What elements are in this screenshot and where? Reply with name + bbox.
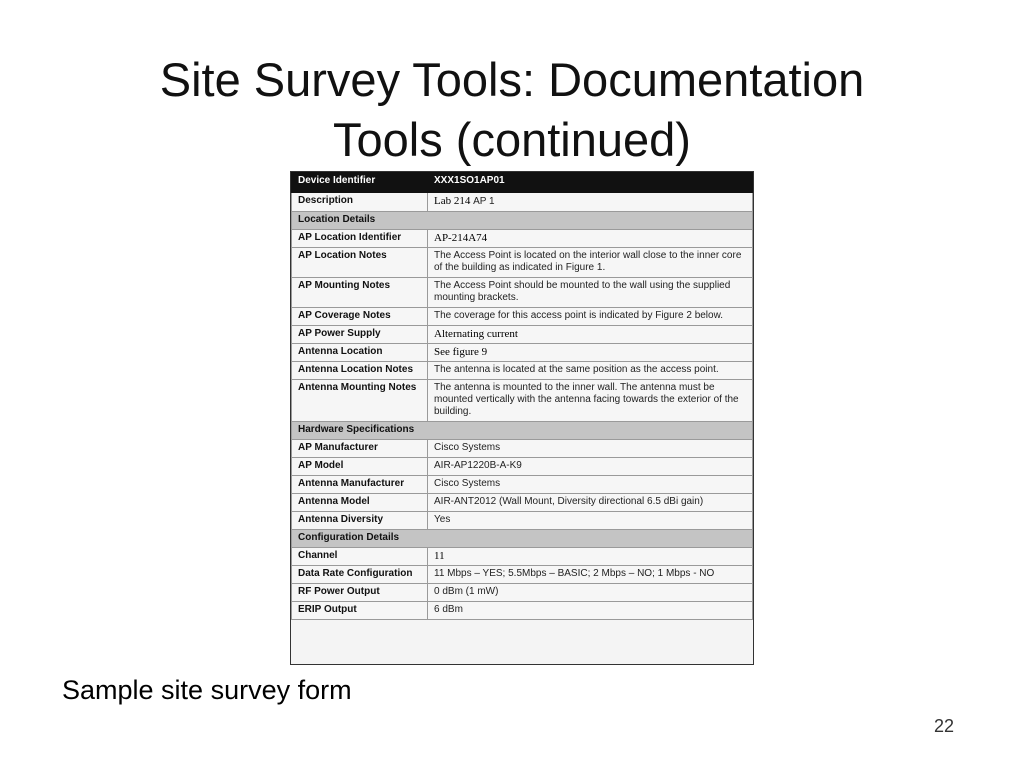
table-row (292, 326, 753, 344)
row-value: The antenna is mounted to the inner wall. The antenna must be mounted vertically with the antenna facing towards the exterior of the building. (428, 380, 753, 422)
row-value: Alternating current (428, 326, 753, 344)
row-label: Antenna Model (292, 494, 428, 512)
row-label: AP Location Identifier (292, 230, 428, 248)
description-printed: AP 1 (473, 196, 495, 207)
row-value: See figure 9 (428, 344, 753, 362)
row-label: Data Rate Configuration (292, 566, 428, 584)
row-label: AP Manufacturer (292, 440, 428, 458)
row-label: ERIP Output (292, 602, 428, 620)
table-row (292, 380, 753, 422)
table-row (292, 440, 753, 458)
table-row (292, 512, 753, 530)
table-row (292, 362, 753, 380)
device-identifier-value: XXX1SO1AP01 (428, 173, 753, 193)
section-heading: Configuration Details (292, 530, 753, 548)
row-value: AP-214A74 (428, 230, 753, 248)
table-row (292, 584, 753, 602)
row-label: AP Mounting Notes (292, 278, 428, 308)
description-label: Description (292, 193, 428, 212)
row-value: 0 dBm (1 mW) (428, 584, 753, 602)
device-identifier-label: Device Identifier (292, 173, 428, 193)
table-row (292, 230, 753, 248)
table-row (292, 248, 753, 278)
form-caption: Sample site survey form (62, 675, 352, 705)
slide-title-line-2: Tools (continued) (333, 113, 691, 166)
row-value: Cisco Systems (428, 476, 753, 494)
table-row (292, 494, 753, 512)
table-row (292, 308, 753, 326)
section-row-hardware (292, 422, 753, 440)
table-row (292, 278, 753, 308)
row-value: Cisco Systems (428, 440, 753, 458)
row-label: AP Coverage Notes (292, 308, 428, 326)
row-value: The coverage for this access point is indicated by Figure 2 below. (428, 308, 753, 326)
site-survey-table (291, 172, 753, 620)
row-label: Antenna Mounting Notes (292, 380, 428, 422)
row-label: AP Power Supply (292, 326, 428, 344)
table-row (292, 548, 753, 566)
row-label: Channel (292, 548, 428, 566)
section-row-location (292, 212, 753, 230)
section-heading: Hardware Specifications (292, 422, 753, 440)
section-heading: Location Details (292, 212, 753, 230)
row-label: Antenna Diversity (292, 512, 428, 530)
row-label: AP Location Notes (292, 248, 428, 278)
row-label: Antenna Location (292, 344, 428, 362)
row-value: 11 Mbps – YES; 5.5Mbps – BASIC; 2 Mbps – NO; 1 Mbps - NO (428, 566, 753, 584)
description-value (428, 193, 753, 212)
slide-title (0, 50, 1024, 170)
site-survey-form-image (290, 171, 754, 665)
slide-title-line-1: Site Survey Tools: Documentation (159, 53, 865, 106)
table-row (292, 476, 753, 494)
row-value: The Access Point is located on the interior wall close to the inner core of the building as indicated in Figure 1. (428, 248, 753, 278)
section-row-configuration (292, 530, 753, 548)
row-label: Antenna Manufacturer (292, 476, 428, 494)
table-row (292, 344, 753, 362)
table-row (292, 193, 753, 212)
row-value: 6 dBm (428, 602, 753, 620)
table-row (292, 602, 753, 620)
description-handwritten: Lab 214 (434, 195, 471, 207)
table-row (292, 566, 753, 584)
table-header-row (292, 173, 753, 193)
page-number: 22 (933, 716, 954, 736)
row-value: AIR-AP1220B-A-K9 (428, 458, 753, 476)
table-row (292, 458, 753, 476)
row-label: AP Model (292, 458, 428, 476)
row-value: Yes (428, 512, 753, 530)
row-label: RF Power Output (292, 584, 428, 602)
row-value: 11 (428, 548, 753, 566)
row-value: The Access Point should be mounted to the wall using the supplied mounting brackets. (428, 278, 753, 308)
row-label: Antenna Location Notes (292, 362, 428, 380)
row-value: AIR-ANT2012 (Wall Mount, Diversity directional 6.5 dBi gain) (428, 494, 753, 512)
row-value: The antenna is located at the same position as the access point. (428, 362, 753, 380)
